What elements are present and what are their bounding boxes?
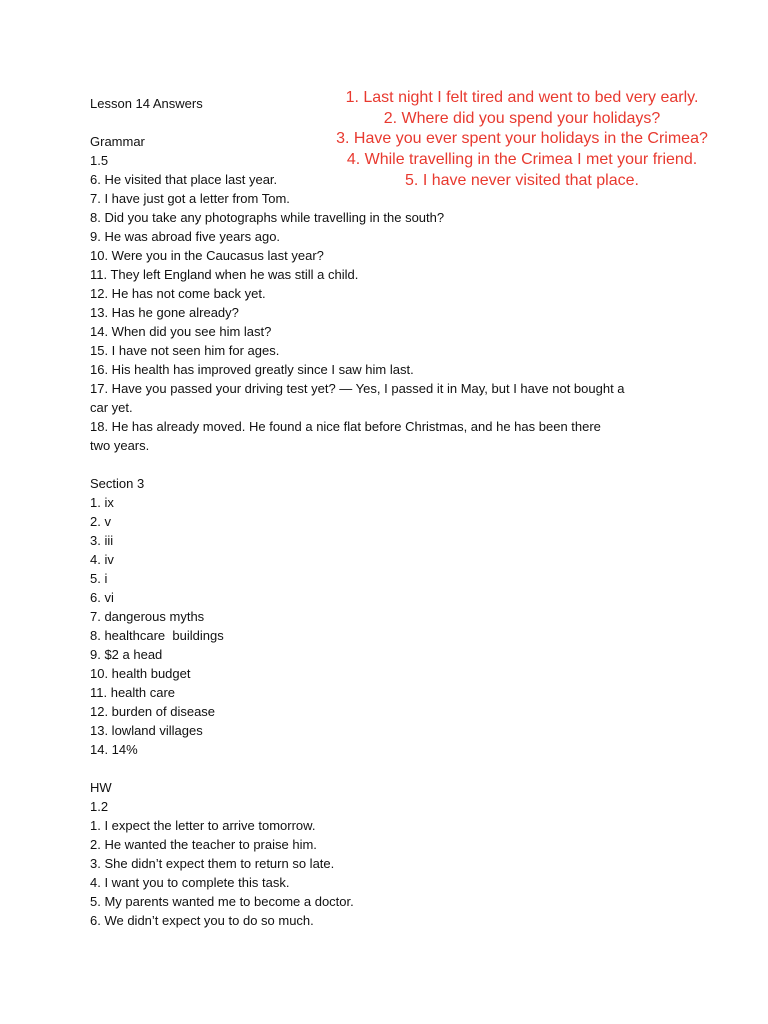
red-answer-line: 1. Last night I felt tired and went to bed very early. (345, 89, 699, 106)
grammar-line: 6. He visited that place last year. (90, 172, 278, 187)
section3-line: 3. iii (90, 533, 114, 548)
section3-line: 9. $2 a head (90, 647, 163, 662)
grammar-line: 7. I have just got a letter from Tom. (90, 191, 290, 206)
section3-line: 2. v (90, 514, 111, 529)
hw-line: 3. She didn’t expect them to return so late. (90, 856, 335, 871)
section3-line: 7. dangerous myths (90, 609, 205, 624)
section3-line: 6. vi (90, 590, 114, 605)
section3-line: 12. burden of disease (90, 704, 216, 719)
section3-line: 5. i (90, 571, 108, 586)
grammar-line: 11. They left England when he was still a child. (90, 267, 359, 282)
grammar-line: 16. His health has improved greatly since I saw him last. (90, 362, 414, 377)
red-answer-line: 2. Where did you spend your holidays? (383, 109, 661, 127)
grammar-line: 9. He was abroad five years ago. (90, 229, 281, 244)
grammar-line: 8. Did you take any photographs while travelling in the south? (90, 210, 445, 225)
grammar-line: 15. I have not seen him for ages. (90, 343, 280, 358)
grammar-line: 13. Has he gone already? (90, 305, 239, 320)
hw-line: 2. He wanted the teacher to praise him. (90, 837, 317, 852)
section3-line: 1. ix (90, 495, 114, 510)
section3-line: 4. iv (90, 552, 114, 567)
grammar-line: car yet. (90, 400, 133, 415)
hw-line: 4. I want you to complete this task. (90, 875, 290, 890)
grammar-line: 17. Have you passed your driving test yet? — Yes, I passed it in May, but I have not bought a (90, 381, 625, 396)
grammar-line: two years. (90, 438, 150, 453)
hw-line: 6. We didn’t expect you to do so much. (90, 913, 314, 928)
section3-line: 8. healthcare buildings (90, 628, 224, 643)
grammar-line: 10. Were you in the Caucasus last year? (90, 248, 324, 263)
red-answer-line: 3. Have you ever spent your holidays in the Crimea? (336, 130, 708, 148)
red-answer-line: 4. While travelling in the Crimea I met your friend. (346, 151, 698, 169)
grammar-subheading: 1.5 (90, 153, 109, 168)
hw-line: 1. I expect the letter to arrive tomorrow. (90, 818, 316, 833)
section3-line: 11. health care (90, 685, 176, 700)
grammar-line: 12. He has not come back yet. (90, 286, 266, 301)
grammar-line: 14. When did you see him last? (90, 324, 272, 339)
document-body (90, 94, 710, 930)
red-answer-line: 5. I have never visited that place. (405, 171, 639, 189)
hw-line: 5. My parents wanted me to become a doctor. (90, 894, 354, 909)
spacer (90, 455, 710, 474)
spacer (90, 759, 710, 778)
grammar-line: 18. He has already moved. He found a nice flat before Christmas, and he has been there (90, 419, 601, 434)
red-answers (300, 88, 744, 192)
hw-subheading: 1.2 (90, 799, 109, 814)
hw-heading: HW (90, 780, 112, 795)
section3-heading: Section 3 (90, 476, 145, 491)
section3-line: 10. health budget (90, 666, 191, 681)
document-title: Lesson 14 Answers (90, 96, 203, 111)
section3-line: 14. 14% (90, 742, 138, 757)
section3-line: 13. lowland villages (90, 723, 203, 738)
grammar-heading: Grammar (90, 134, 145, 149)
